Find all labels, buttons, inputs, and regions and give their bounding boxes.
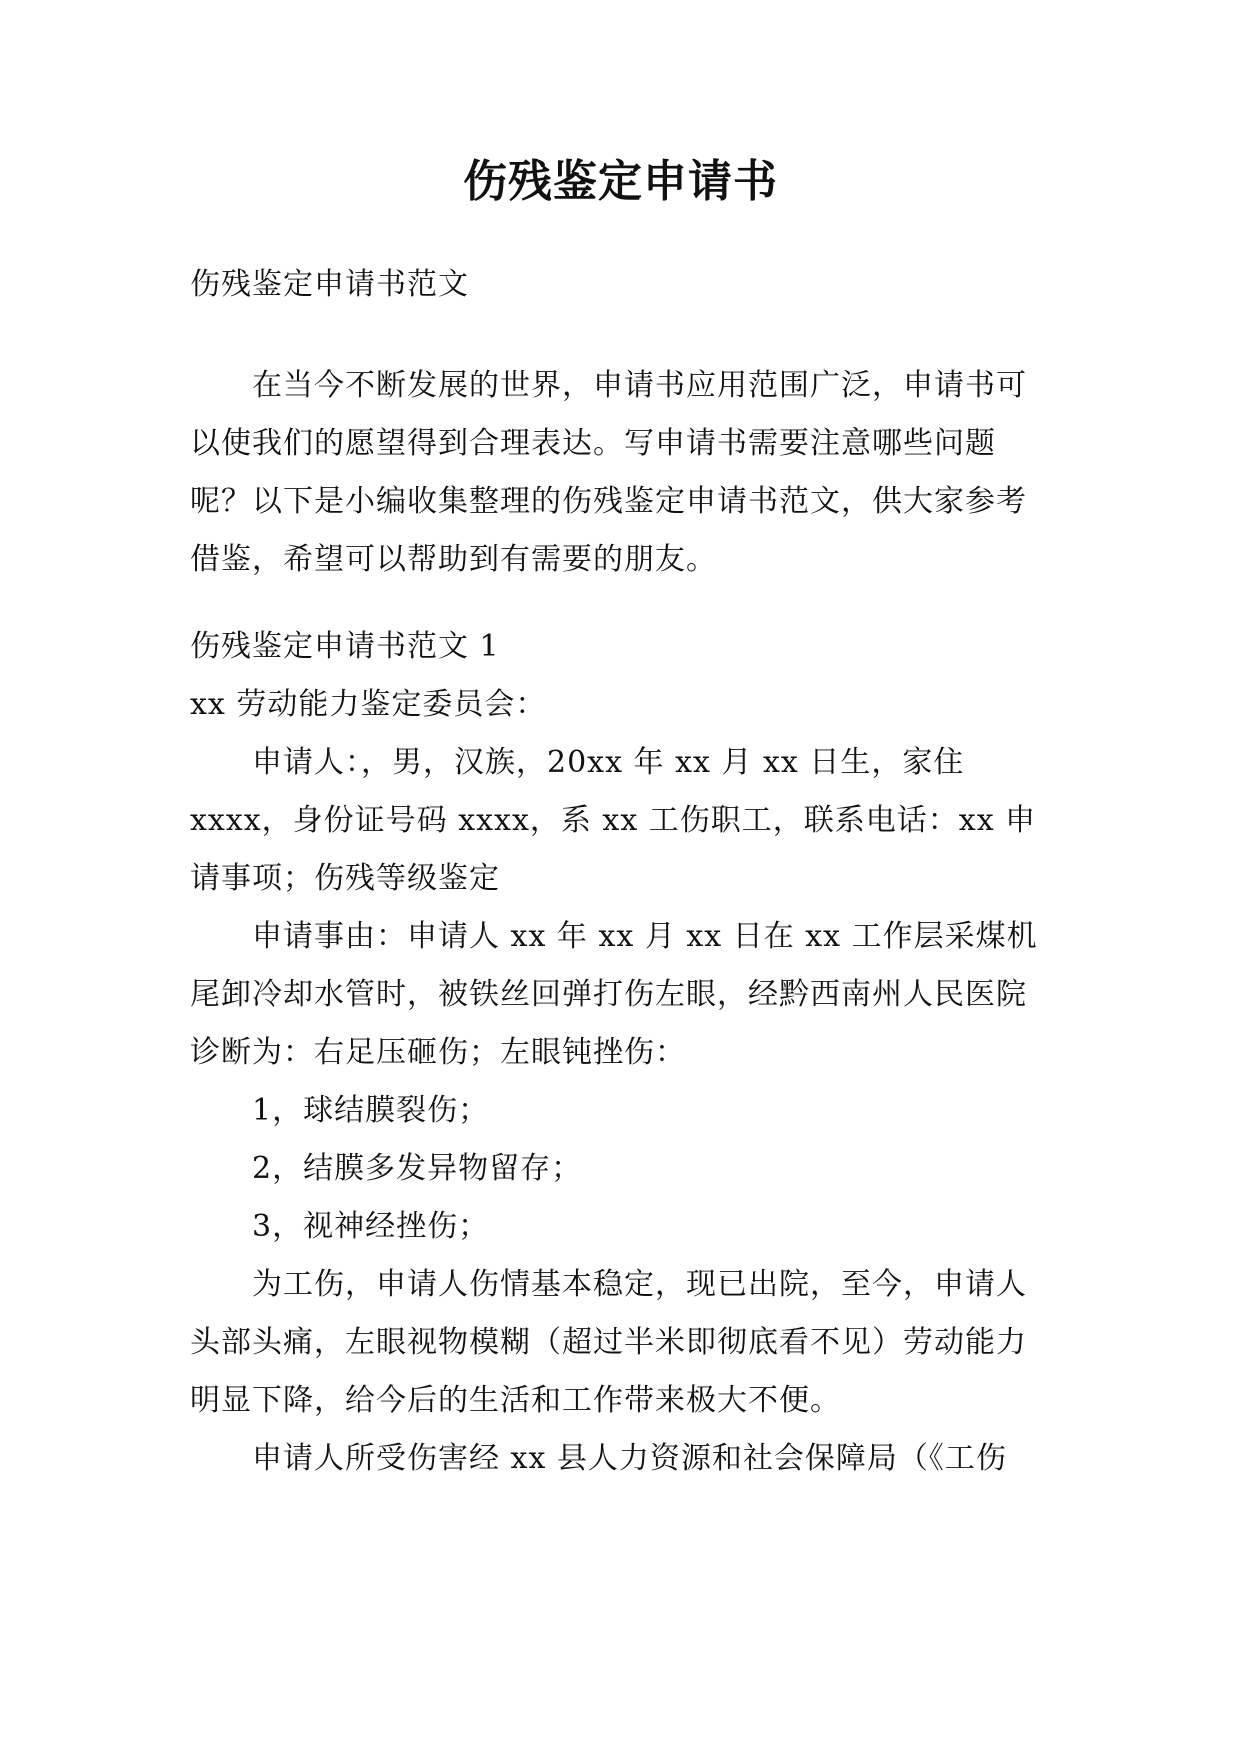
intro-paragraph: 在当今不断发展的世界，申请书应用范围广泛，申请书可以使我们的愿望得到合理表达。写申请书需要注意哪些问题呢？以下是小编收集整理的伤残鉴定申请书范文，供大家参考借鉴，希望可以帮助到有需要的朋友。	[190, 368, 1027, 577]
reason-paragraph: 申请事由：申请人 xx 年 xx 月 xx 日在 xx 工作层采煤机尾卸冷却水管时，被铁丝回弹打伤左眼，经黔西南州人民医院诊断为：右足压砸伤；左眼钝挫伤：	[190, 919, 1038, 1070]
diagnosis-item: 2，结膜多发异物留存；	[252, 1151, 583, 1186]
last-paragraph: 申请人所受伤害经 xx 县人力资源和社会保障局（《工伤	[252, 1441, 1007, 1476]
intro-block	[190, 357, 1052, 589]
addressee: xx 劳动能力鉴定委员会：	[190, 687, 547, 722]
condition-paragraph: 为工伤，申请人伤情基本稳定，现已出院，至今，申请人头部头痛，左眼视物模糊（超过半米即彻底看不见）劳动能力明显下降，给今后的生活和工作带来极大不便。	[190, 1267, 1027, 1418]
letter-block	[190, 618, 1052, 1488]
diagnosis-item: 1，球结膜裂伤；	[252, 1093, 490, 1128]
document-subtitle-block	[190, 256, 1052, 314]
applicant-paragraph: 申请人：，男，汉族，20xx 年 xx 月 xx 日生，家住 xxxx，身份证号码 xxxx，系 xx 工伤职工，联系电话：xx 申请事项；伤残等级鉴定	[190, 745, 1037, 896]
document-title: 伤残鉴定申请书	[463, 156, 778, 207]
document-subtitle: 伤残鉴定申请书范文	[190, 267, 469, 302]
diagnosis-item: 3，视神经挫伤；	[252, 1209, 490, 1244]
section-heading: 伤残鉴定申请书范文 1	[190, 629, 500, 664]
